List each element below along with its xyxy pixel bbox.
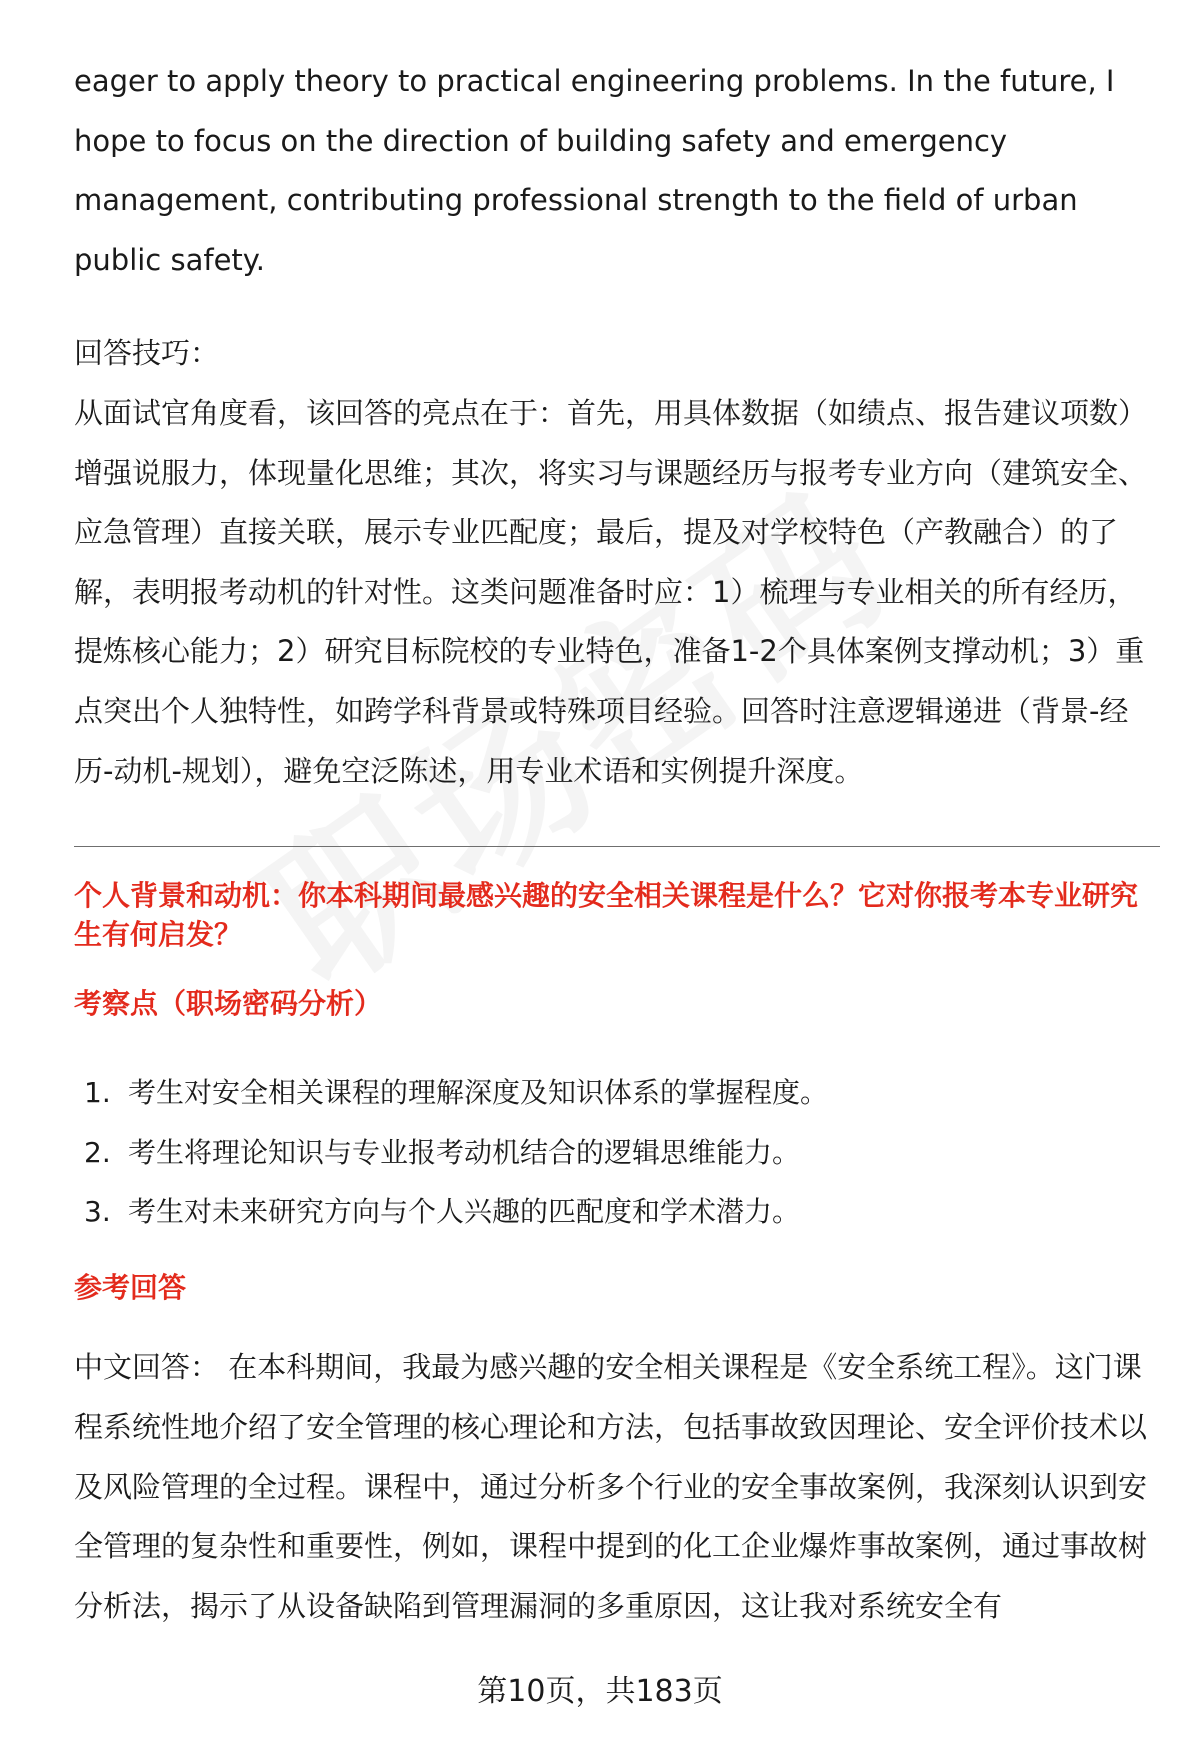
assessment-title: 考察点（职场密码分析） [74,987,383,1020]
tips-body: 从面试官角度看，该回答的亮点在于：首先，用具体数据（如绩点、报告建议项数）增强说服力，体现量化思维；其次，将实习与课题经历与报考专业方向（建筑安全、应急管理）直接关联，展示专业匹配度；最后，提及对学校特色（产教融合）的了解，表明报考动机的针对性。这类问题准备时应：1）梳理与专业相关的所有经历，提炼核心能力；2）研究目标院校的专业特色，准备1-2个具体案例支撑动机；3）重点突出个人独特性，如跨学科背景或特殊项目经验。回答时注意逻辑递进（背景-经历-动机-规划），避免空泛陈述，用专业术语和实例提升深度。 [74,395,1148,788]
question-heading: 个人背景和动机：你本科期间最感兴趣的安全相关课程是什么？它对你报考本专业研究生有何启发？ [74,879,1139,951]
list-item [84,1123,1154,1183]
list-item [84,1182,1154,1242]
list-item-number: 3. [84,1195,111,1228]
page-content [74,52,1160,801]
list-item-text: 考生对安全相关课程的理解深度及知识体系的掌握程度。 [128,1076,829,1109]
list-item-text: 考生将理论知识与专业报考动机结合的逻辑思维能力。 [128,1135,801,1169]
tips-label: 回答技巧： [74,336,220,371]
list-item [84,1063,1154,1123]
reference-answer: 中文回答： 在本科期间，我最为感兴趣的安全相关课程是《安全系统工程》。这门课程系统性地介绍了安全管理的核心理论和方法，包括事故致因理论、安全评价技术以及风险管理的全过程。课程中，通过分析多个行业的安全事故案例，我深刻认识到安全管理的复杂性和重要性，例如，课程中提到的化工企业爆炸事故案例，通过事故树分析法，揭示了从设备缺陷到管理漏洞的多重原因，这让我对系统安全有 [74,1350,1148,1624]
list-item-number: 1. [84,1076,111,1109]
intro-paragraph: eager to apply theory to practical engineering problems. In the future, I hope to focus on the direction of building safety and emergency management, contributing professional strength to the field of urban public safety. [74,64,1115,277]
page-number-footer: 第10页，共183页 [477,1674,723,1709]
list-item-number: 2. [84,1135,111,1169]
list-item-text: 考生对未来研究方向与个人兴趣的匹配度和学术潜力。 [128,1195,801,1228]
reference-title: 参考回答 [74,1271,187,1304]
section-divider [74,846,1160,847]
assessment-list [84,1063,1154,1242]
